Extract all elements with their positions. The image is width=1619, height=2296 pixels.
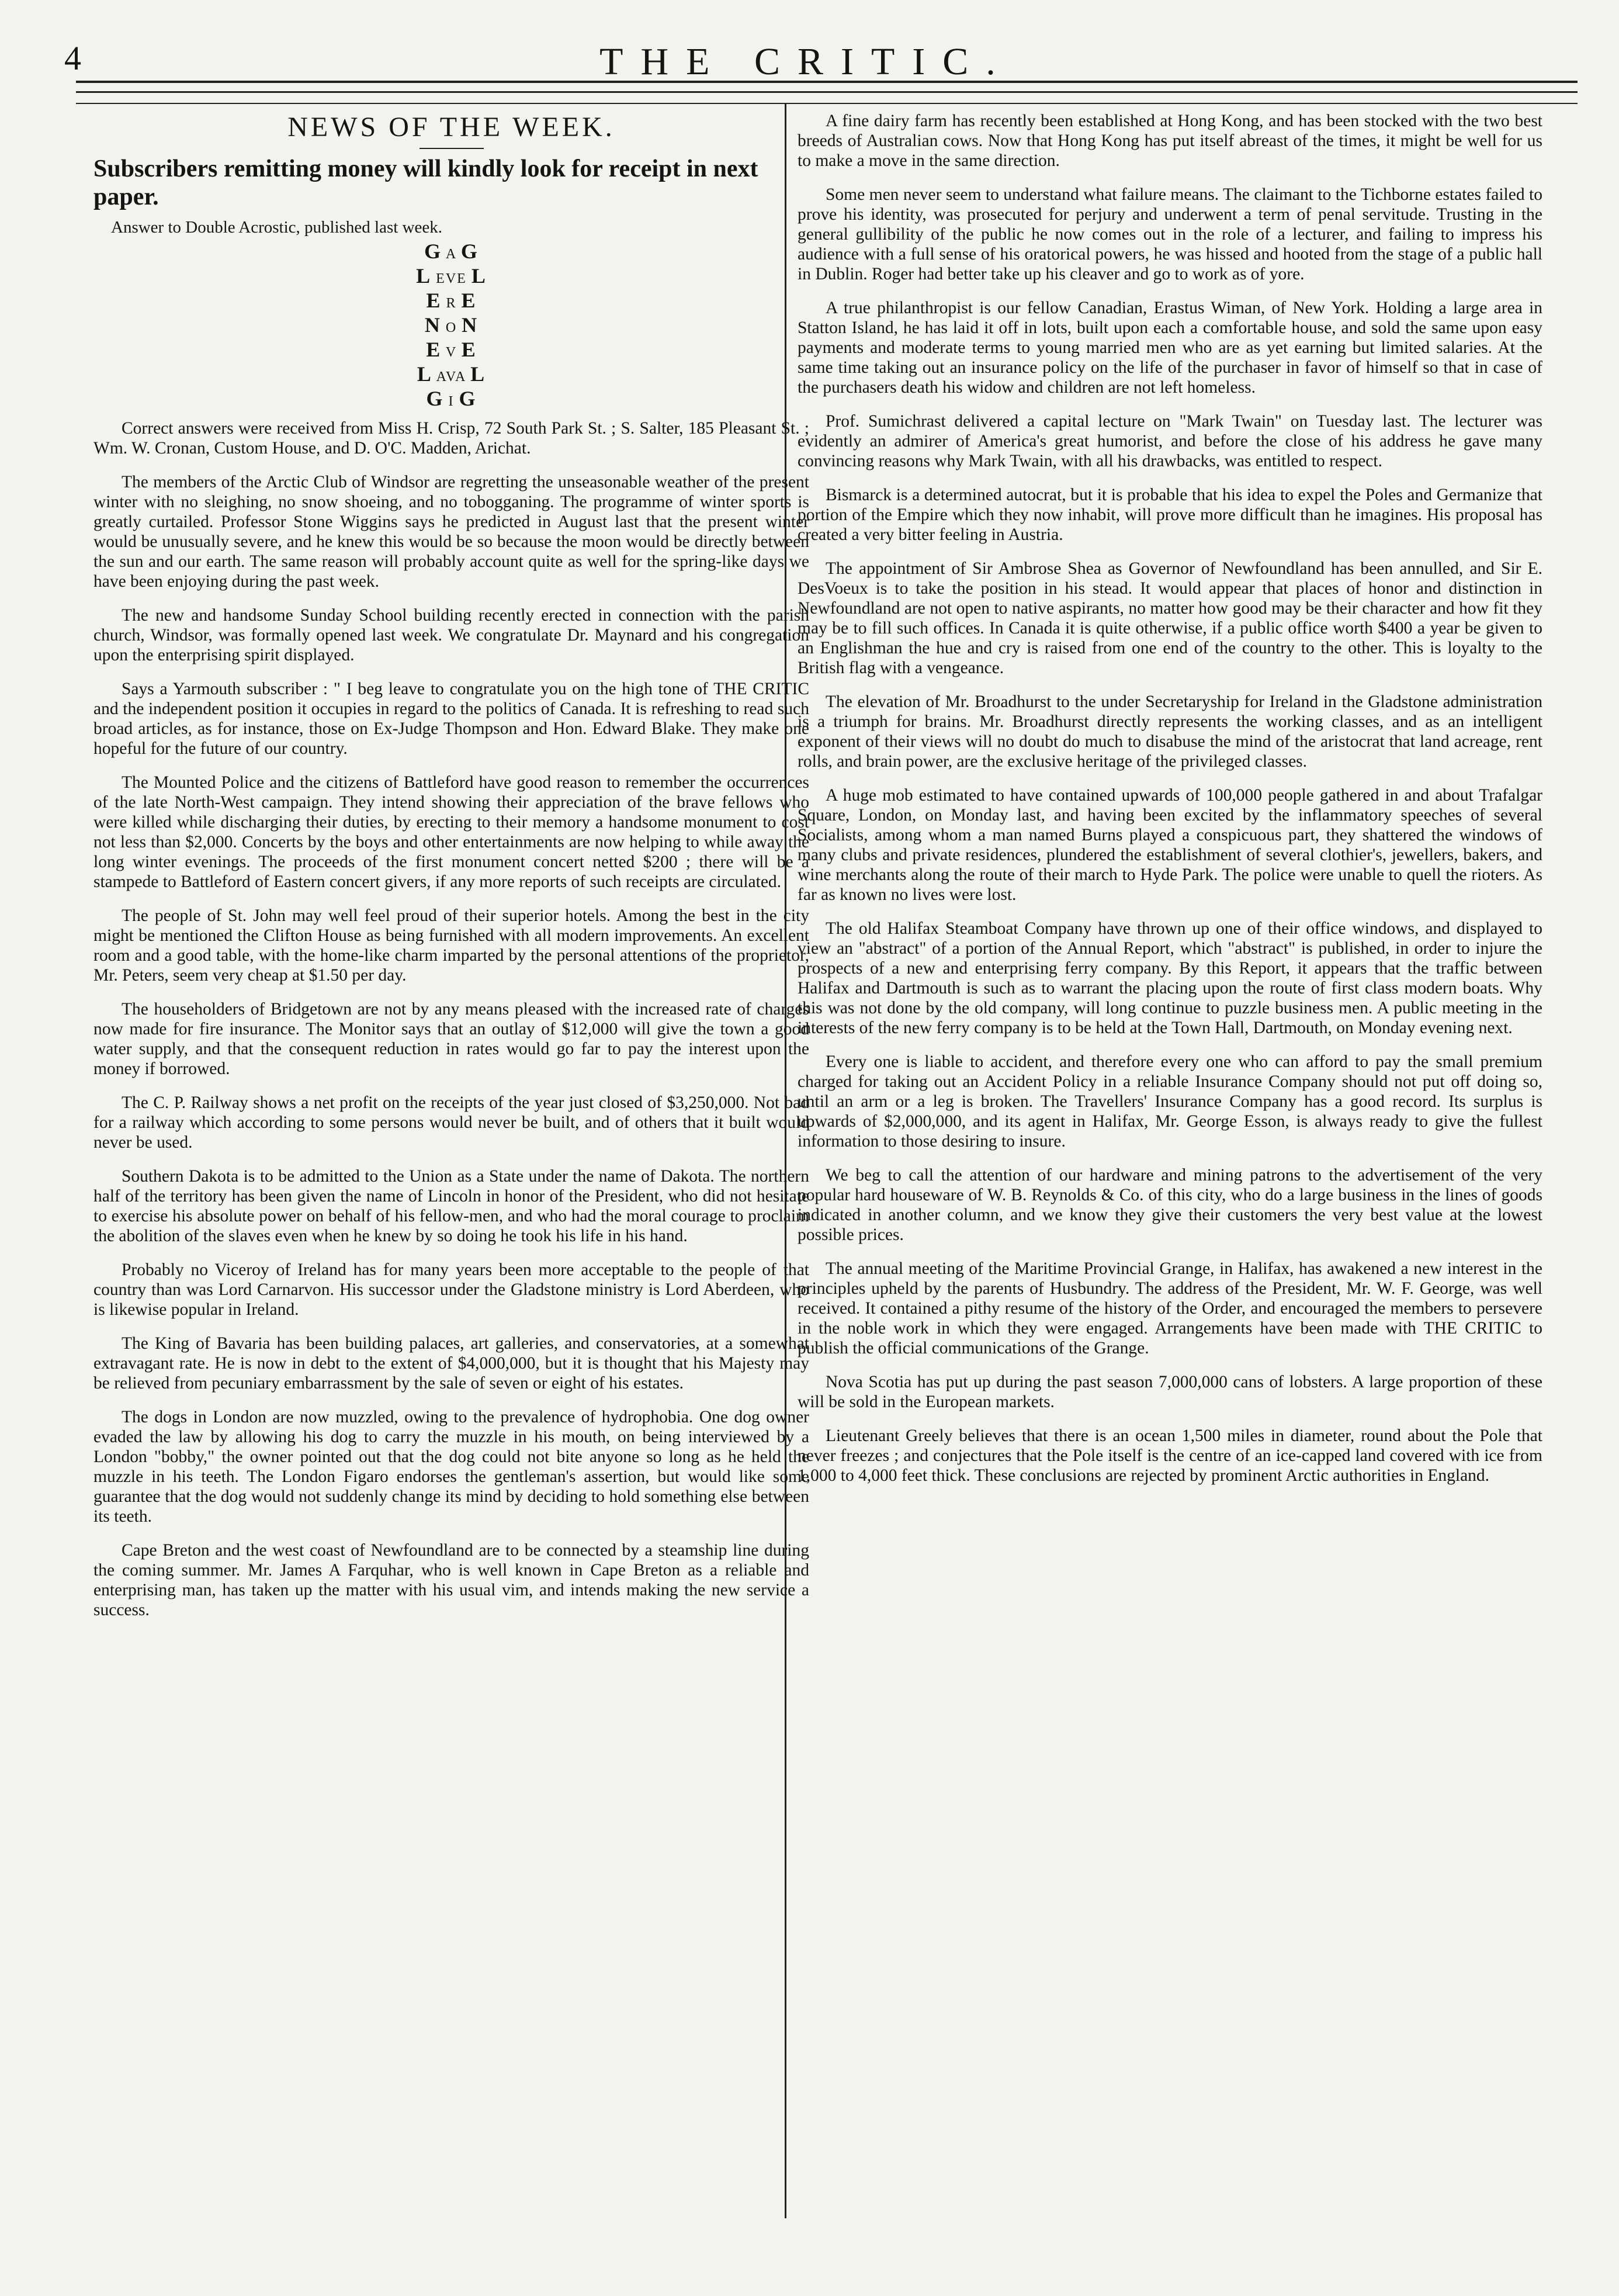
acrostic-line (93, 241, 809, 265)
acrostic-letters-last: L (470, 362, 486, 386)
masthead (35, 34, 1578, 98)
page-number: 4 (64, 39, 81, 77)
journal-title: THE CRITIC. (599, 40, 1013, 83)
news-item: The householders of Bridgetown are not by any means pleased with the increased rate of charges now made for fire insurance. The Monitor says that an outlay of $12,000 will give the town a good water supply, and that the consequent reduction in rates would go far to pay the interest upon the money if borrowed. (93, 1000, 809, 1078)
news-item: The new and handsome Sunday School building recently erected in connection with the parish church, Windsor, was formally opened last week. We congratulate Dr. Maynard and his congregation upon the enterprising spirit displayed. (93, 606, 809, 664)
correct-answers: Correct answers were received from Miss H. Crisp, 72 South Park St. ; S. Salter, 185 Pleasant St. ; Wm. W. Cronan, Custom House, and D. O'C. Madden, Arichat. (93, 419, 809, 458)
acrostic-letters-middle: R (441, 296, 462, 311)
acrostic-letters-last: G (460, 240, 479, 263)
acrostic-letters-first: L (416, 264, 432, 288)
acrostic-letters-last: E (461, 338, 477, 361)
news-item: We beg to call the attention of our hardware and mining patrons to the advertisement of the very popular hard houseware of W. B. Reynolds & Co. of this city, who do a large business in the lines of goods indicated in another column, and we know they give their customers the very best value at the lowest possible prices. (798, 1166, 1542, 1244)
acrostic-letters-middle: V (441, 345, 462, 360)
acrostic-letters-first: N (424, 313, 441, 337)
news-item: A huge mob estimated to have contained upwards of 100,000 people gathered in and about Trafalgar Square, London, on Monday last, and having been excited by the inflammatory speeches of several Socialists, among whom a man named Burns played a conspicuous part, they shattered the windows of many clubs and private residences, plundered the establishment of several clothier's, jewellers, bakers, and wine merchants along the route of their march to Hyde Park. The police were unable to quell the rioters. As far as known no lives were lost. (798, 786, 1542, 904)
news-item: Nova Scotia has put up during the past season 7,000,000 cans of lobsters. A large proportion of these will be sold in the European markets. (798, 1373, 1542, 1411)
acrostic-letters-first: G (424, 240, 442, 263)
subscriber-notice: Subscribers remitting money will kindly look for receipt in next paper. (93, 155, 758, 210)
acrostic-letters-middle: O (441, 320, 462, 335)
heading-rule (420, 148, 484, 149)
acrostic-letters-middle: A (442, 247, 461, 262)
acrostic-letters-middle: I (443, 394, 459, 409)
news-item: Lieutenant Greely believes that there is an ocean 1,500 miles in diameter, round about the Pole that never freezes ; and conjectures that the Pole itself is the centre of an ice-capped land covered with ice from 1,000 to 4,000 feet thick. These conclusions are rejected by prominent Arctic authorities in England. (798, 1426, 1542, 1485)
news-item: Prof. Sumichrast delivered a capital lecture on "Mark Twain" on Tuesday last. The lecturer was evidently an admirer of America's great humorist, and before the close of his address he gave many convincing reasons why Mark Twain, with all his drawbacks, was entitled to respect. (798, 412, 1542, 470)
acrostic-line (93, 339, 809, 363)
masthead-rule (76, 91, 1578, 93)
acrostic-letters-last: N (462, 313, 479, 337)
news-item: The Mounted Police and the citizens of Battleford have good reason to remember the occurrences of the late North-West campaign. They intend showing their appreciation of the brave fellows who were killed while discharging their duties, by erecting to their memory a handsome monument to cost not less than $2,000. Concerts by the boys and other entertainments are now helping to while away the long winter evenings. The proceeds of the first monument concert netted $200 ; there will be a stampede to Battleford of Eastern concert givers, if any more reports of such receipts are circulated. (93, 773, 809, 891)
acrostic-letters-first: G (426, 387, 444, 410)
news-item: Bismarck is a determined autocrat, but it is probable that his idea to expel the Poles and Germanize that portion of the Empire which they now inhabit, will prove more difficult than he imagines. His proposal has created a very bitter feeling in Austria. (798, 486, 1542, 544)
acrostic-line (93, 290, 809, 314)
acrostic-letters-middle: EVE (431, 271, 472, 286)
acrostic-intro: Answer to Double Acrostic, published last week. (111, 218, 443, 237)
section-heading: NEWS OF THE WEEK. (287, 112, 615, 143)
acrostic-letters-last: E (461, 289, 477, 312)
acrostic-line (93, 388, 809, 413)
left-column (93, 111, 809, 1634)
news-item: The annual meeting of the Maritime Provincial Grange, in Halifax, has awakened a new interest in the principles upheld by the parents of Husbundry. The address of the President, Mr. W. F. George, was well received. It contained a pithy resume of the history of the Order, and encouraged the members to persevere in the noble work in which they were engaged. Arrangements have been made with THE CRITIC to publish the official communications of the Grange. (798, 1259, 1542, 1357)
news-item: The C. P. Railway shows a net profit on the receipts of the year just closed of $3,250,000. Not bad for a railway which according to some persons would never be built, and of others that it built would never be used. (93, 1093, 809, 1152)
news-item: The old Halifax Steamboat Company have thrown up one of their office windows, and displayed to view an "abstract" of a portion of the Annual Report, which "abstract" is published, in order to injure the prospects of a new and enterprising ferry company. By this Report, it appears that the traffic between Halifax and Dartmouth is such as to warrant the placing upon the route of first class modern boats. Why this was not done by the old company, will long continue to puzzle business men. A public meeting in the interests of the new ferry company is to be held at the Town Hall, Dartmouth, on Monday evening next. (798, 919, 1542, 1037)
news-item: Says a Yarmouth subscriber : " I beg leave to congratulate you on the high tone of THE CRITIC and the independent position it occupies in regard to the politics of Canada. It is refreshing to read such broad articles, as for instance, those on Ex-Judge Thompson and Hon. Edward Blake. They make one hopeful for the future of our country. (93, 680, 809, 758)
news-item: The King of Bavaria has been building palaces, art galleries, and conservatories, at a somewhat extravagant rate. He is now in debt to the extent of $4,000,000, but it is thought that his Majesty may be relieved from pecuniary embarrassment by the sale of seven or eight of his estates. (93, 1334, 809, 1393)
acrostic-letters-last: G (459, 387, 477, 410)
news-item: The members of the Arctic Club of Windsor are regretting the unseasonable weather of the present winter with no sleighing, no snow shoeing, and no tobogganing. The programme of winter sports is greatly curtailed. Professor Stone Wiggins says he predicted in August last that the present winter would be unusually severe, and he knew this would be so because the moon would be directly between the sun and our earth. The same reason will probably account quite as well for the spring-like days we have been enjoying during the past week. (93, 473, 809, 591)
acrostic-answer (93, 241, 809, 413)
acrostic-letters-middle: AVA (432, 369, 471, 385)
news-item: Probably no Viceroy of Ireland has for many years been more acceptable to the people of that country than was Lord Carnarvon. His successor under the Gladstone ministry is Lord Aberdeen, who is likewise popular in Ireland. (93, 1260, 809, 1319)
right-articles (798, 111, 1542, 1485)
left-articles (93, 472, 809, 1620)
news-item: Every one is liable to accident, and therefore every one who can afford to pay the small premium charged for taking out an Accident Policy in a reliable Insurance Company should not put off doing so, until an arm or a leg is broken. The Travellers' Insurance Company has a good record. Its surplus is upwards of $2,000,000, and its agent in Halifax, Mr. George Esson, is always ready to give the fullest information to those desiring to insure. (798, 1052, 1542, 1151)
acrostic-line (93, 314, 809, 339)
news-item: Southern Dakota is to be admitted to the Union as a State under the name of Dakota. The northern half of the territory has been given the name of Lincoln in honor of the President, who did not hesitate to exercise his absolute power on behalf of his fellow-men, and who had the moral courage to proclaim the abolition of the slaves even when he knew by so doing he took his life in his hand. (93, 1167, 809, 1245)
acrostic-letters-first: L (417, 362, 432, 386)
masthead-rule (76, 81, 1578, 83)
news-item: A true philanthropist is our fellow Canadian, Erastus Wiman, of New York. Holding a large area in Statton Island, he has laid it off in lots, built upon each a comfortable house, and sold the same upon easy payments and moderate terms to young married men who are as yet earning but limited salaries. At the same time taking out an insurance policy on the life of the purchaser in favor of himself so that in case of the purchasers death his widow and children are not left homeless. (798, 299, 1542, 397)
acrostic-letters-first: E (426, 338, 442, 361)
news-item: The dogs in London are now muzzled, owing to the prevalence of hydrophobia. One dog owner evaded the law by allowing his dog to carry the muzzle in his mouth, on being interviewed by a London "bobby," the owner pointed out that the dog could not bite anyone so long as he held the muzzle in his teeth. The London Figaro endorses the gentleman's assertion, but would like some guarantee that the dog would not suddenly change its mind by deciding to hold something else between its teeth. (93, 1408, 809, 1526)
acrostic-letters-first: E (426, 289, 442, 312)
news-item: The elevation of Mr. Broadhurst to the under Secretaryship for Ireland in the Gladstone administration is a triumph for brains. Mr. Broadhurst directly represents the working classes, and as an intelligent exponent of their views will no doubt do much to disabuse the mind of the aristocrat that land acreage, rent rolls, and brain power, are the exclusive heritage of the privileged classes. (798, 692, 1542, 771)
acrostic-line (93, 265, 809, 290)
masthead-rule (76, 103, 1578, 104)
acrostic-line (93, 363, 809, 388)
news-item: The people of St. John may well feel proud of their superior hotels. Among the best in the city might be mentioned the Clifton House as being furnished with all modern improvements. An excellent room and a good table, with the home-like charm imparted by the personal attentions of the proprietor, Mr. Peters, seem very cheap at $1.50 per day. (93, 906, 809, 985)
news-item: Some men never seem to understand what failure means. The claimant to the Tichborne estates failed to prove his identity, was prosecuted for perjury and underwent a term of penal servitude. Trusting in the general gullibility of the public he now comes out in the role of a lecturer, and failing to impress his audience with a full sense of his oratorical powers, he was hissed and hooted from the stage of a public hall in Dublin. Roger had better take up his cleaver and go to work as of yore. (798, 185, 1542, 283)
acrostic-letters-last: L (471, 264, 487, 288)
news-item: The appointment of Sir Ambrose Shea as Governor of Newfoundland has been annulled, and Sir E. DesVoeux is to take the position in his stead. It would appear that places of honor and distinction in Newfoundland are not open to native aspirants, no matter how good may be their character and how fit they may be to fill such offices. In Canada it is quite otherwise, if a public office worth $400 a year be given to an Englishman the hue and cry is raised from one end of the country to the other. This is loyalty to the British flag with a vengeance. (798, 559, 1542, 677)
right-column (798, 111, 1542, 1500)
news-item: Cape Breton and the west coast of Newfoundland are to be connected by a steamship line during the coming summer. Mr. James A Farquhar, who is well known in Cape Breton as a reliable and enterprising man, has taken up the matter with his usual vim, and intends making the new service a success. (93, 1541, 809, 1619)
news-item: A fine dairy farm has recently been established at Hong Kong, and has been stocked with the two best breeds of Australian cows. Now that Hong Kong has put itself abreast of the times, it might be well for us to make a move in the same direction. (798, 112, 1542, 170)
